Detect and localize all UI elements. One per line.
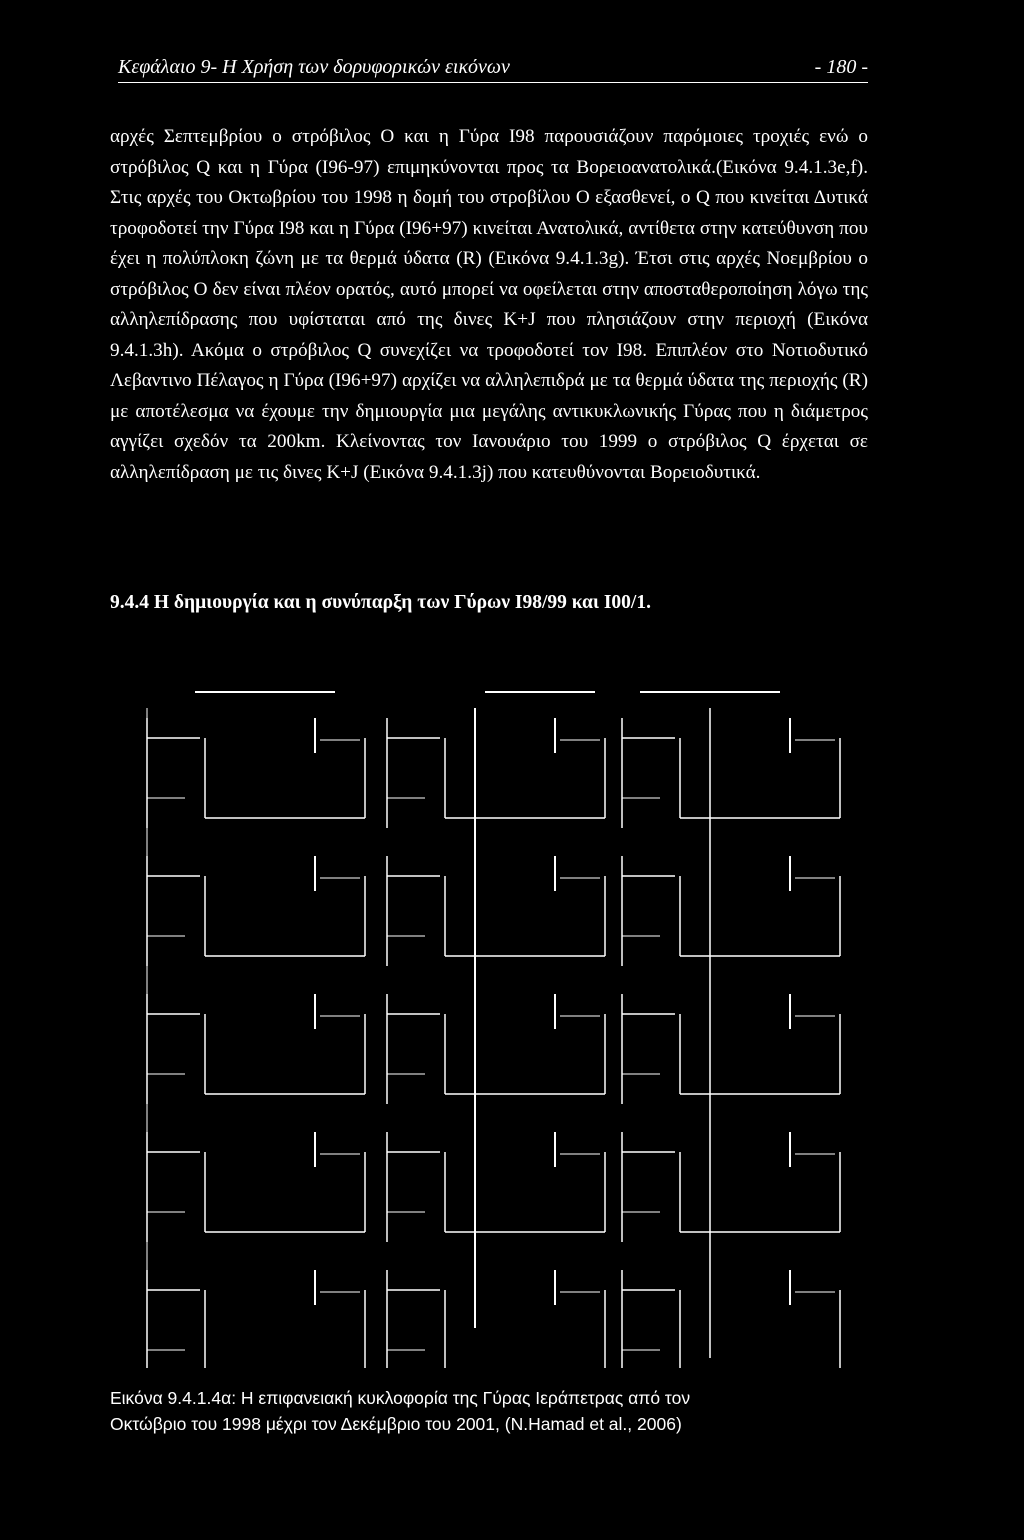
figure-panels (130, 668, 870, 1368)
section-heading: 9.4.4 Η δημιουργία και η συνύπαρξη των Γύρων Ι98/99 και Ι00/1. (110, 592, 651, 613)
paragraph: αρχές Σεπτεμβρίου ο στρόβιλος Ο και η Γύρα Ι98 παρουσιάζουν παρόμοιες τροχιές ενώ ο στρόβιλος Q και η Γύρα (Ι96-97) επιμηκύνονται προς τα Βορειοανατολικά.(Εικόνα 9.4.1.3e,f). Στις αρχές του Οκτωβρίου του 1998 η δομή του στροβίλου Ο εξασθενεί, ο Q που κινείται Δυτικά τροφοδοτεί την Γύρα Ι98 και η Γύρα (Ι96+97) κινείται Ανατολικά, αντίθετα στην κατεύθυνση που έχει η πολύπλοκη ζώνη με τα θερμά ύδατα (R) (Εικόνα 9.4.1.3g). Έτσι στις αρχές Νοεμβρίου ο στρόβιλος Ο δεν είναι πλέον ορατός, αυτό μπορεί να οφείλεται στην αποσταθεροποίηση λόγω της αλληλεπίδρασης που υφίσταται από της δινες K+J που πλησιάζουν στην περιοχή (Εικόνα 9.4.1.3h). Ακόμα ο στρόβιλος Q συνεχίζει να τροφοδοτεί τον Ι98. Επιπλέον στο Νοτιοδυτικό Λεβαντινο Πέλαγος η Γύρα (Ι96+97) αρχίζει να αλληλεπιδρά με τα θερμά ύδατα της περιοχής (R) με αποτέλεσμα να έχουμε την δημιουργία μια μεγάλης αντικυκλωνικής Γύρας που η διάμετρος αγγίζει σχεδόν τα 200km. Κλείνοντας τον Ιανουάριο του 1999 ο στρόβιλος Q έρχεται σε αλληλεπίδραση με τις δινες K+J (Εικόνα 9.4.1.3j) που κατευθύνονται Βορειοδυτικά. (110, 126, 868, 483)
chapter-title: Κεφάλαιο 9- Η Χρήση των δορυφορικών εικόνων (118, 56, 510, 78)
body-text (110, 122, 868, 488)
page-header (118, 56, 868, 83)
figure-svg (130, 668, 870, 1368)
page-number: - 180 - (814, 56, 868, 78)
caption-line-2: Οκτώβριο του 1998 μέχρι τον Δεκέμβριο του 2001, (N.Hamad et al., 2006) (110, 1414, 682, 1434)
figure-caption (110, 1385, 868, 1437)
caption-line-1: Εικόνα 9.4.1.4α: Η επιφανειακή κυκλοφορία της Γύρας Ιεράπετρας από τον (110, 1388, 691, 1408)
